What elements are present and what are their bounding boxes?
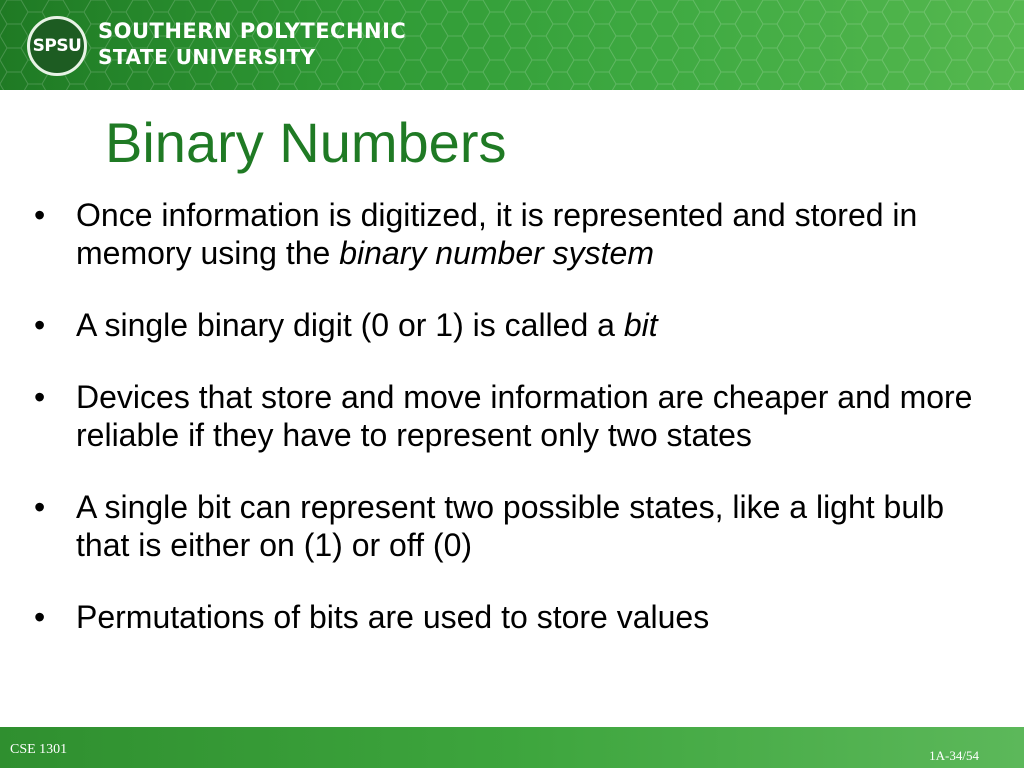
bullet-icon: •	[34, 197, 46, 233]
slide-title: Binary Numbers	[105, 111, 507, 174]
bullet-text: Permutations of bits are used to store values	[76, 599, 710, 635]
bullet-item	[0, 378, 1000, 454]
bullet-emphasis: bit	[623, 307, 658, 343]
bullet-text: A single bit can represent two possible states, like a light bulb that is either on (1) or off (0)	[76, 489, 945, 563]
bullet-icon: •	[34, 307, 46, 343]
bullet-icon: •	[34, 489, 46, 525]
bullet-item	[0, 306, 1000, 344]
bullet-text: A single binary digit (0 or 1) is called a	[76, 307, 624, 343]
university-name-line2: STATE UNIVERSITY	[98, 45, 316, 69]
university-name-line1: SOUTHERN POLYTECHNIC	[98, 19, 407, 43]
university-header-banner	[0, 0, 1024, 90]
bullet-item	[0, 488, 1000, 564]
logo-text: SPSU	[32, 36, 82, 56]
bullet-text: Devices that store and move information are cheaper and more reliable if they have to represent only two states	[76, 379, 973, 453]
page-number: 1A-34/54	[929, 748, 979, 763]
bullet-text: Once information is digitized, it is represented and stored in memory using the	[76, 197, 918, 271]
bullet-item	[0, 196, 1000, 272]
course-label: CSE 1301	[10, 742, 68, 757]
university-logo	[27, 16, 87, 76]
bullet-icon: •	[34, 379, 46, 415]
slide-footer	[0, 727, 1024, 768]
bullet-icon: •	[34, 599, 46, 635]
bullet-list	[0, 196, 1000, 636]
bullet-emphasis: binary number system	[339, 235, 654, 271]
bullet-item	[0, 598, 1000, 636]
